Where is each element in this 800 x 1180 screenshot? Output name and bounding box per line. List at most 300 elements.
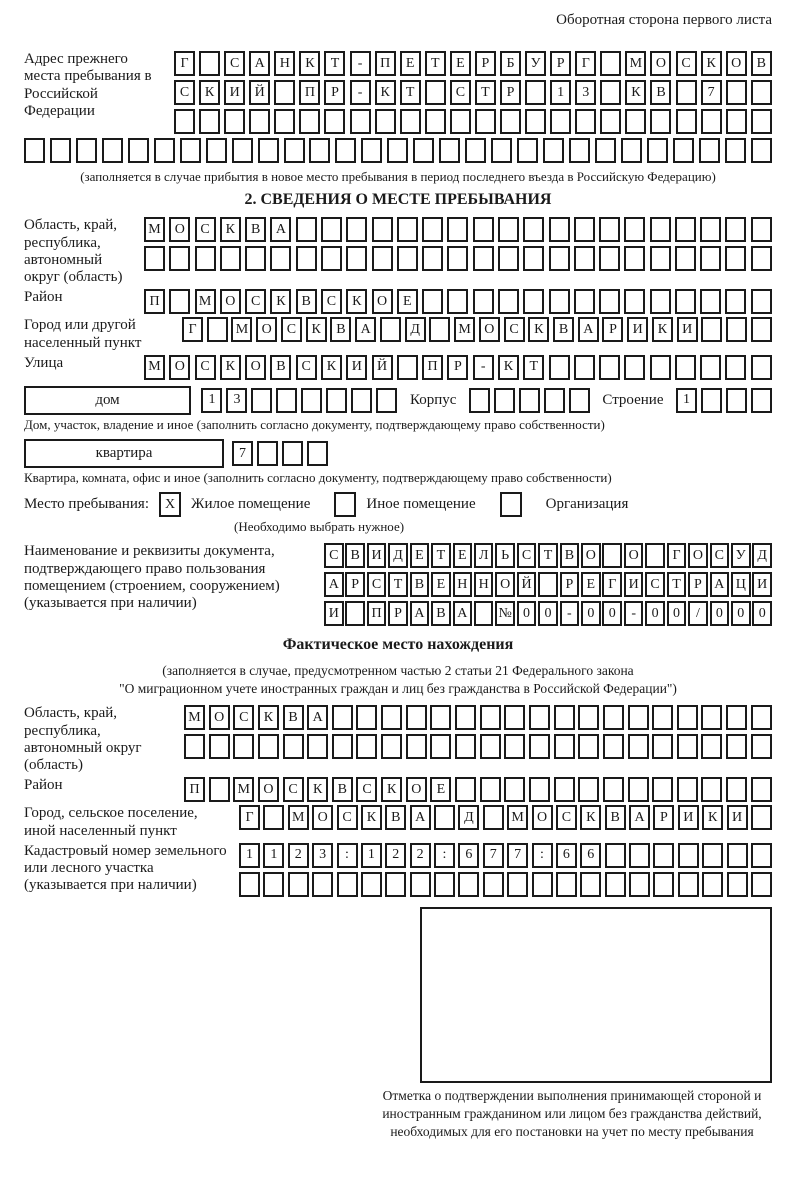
char-cell: 6 [580, 843, 601, 868]
char-cell [519, 388, 540, 413]
district-row [24, 289, 772, 314]
char-cell: К [321, 355, 342, 380]
char-cell [675, 217, 696, 242]
char-cell: : [434, 843, 455, 868]
char-cell [625, 109, 646, 134]
char-cell: К [528, 317, 549, 342]
char-cell: М [144, 355, 165, 380]
char-cell: Е [450, 51, 471, 76]
char-cell [207, 317, 228, 342]
char-cell: А [307, 705, 328, 730]
char-cell [650, 289, 671, 314]
char-cell [507, 872, 528, 897]
char-cell [543, 138, 564, 163]
char-cell [575, 109, 596, 134]
char-cell [676, 80, 697, 105]
char-cell [600, 51, 621, 76]
char-cell [569, 138, 590, 163]
char-cell: Д [388, 543, 408, 568]
char-cell [321, 246, 342, 271]
char-cell [307, 441, 328, 466]
char-cell [434, 872, 455, 897]
char-cell [406, 734, 427, 759]
char-cell: П [367, 601, 387, 626]
char-cell: П [184, 777, 205, 802]
char-cell: С [324, 543, 344, 568]
char-cell: К [220, 217, 241, 242]
char-cell [413, 138, 434, 163]
char-cell: С [283, 777, 304, 802]
char-cell [498, 246, 519, 271]
char-cell [483, 872, 504, 897]
prev-address-label: Адрес прежнего места пребывания в Российской Федерации [24, 51, 152, 119]
char-cell [473, 289, 494, 314]
region-row [24, 217, 772, 286]
char-cell [701, 734, 722, 759]
char-cell: М [184, 705, 205, 730]
char-cell [525, 109, 546, 134]
city-row [24, 317, 772, 352]
char-cell [523, 289, 544, 314]
char-cell [751, 80, 772, 105]
char-cell [326, 388, 347, 413]
char-cell: - [473, 355, 494, 380]
char-cell [504, 734, 525, 759]
char-cell [700, 217, 721, 242]
prev-address-note: (заполняется в случае прибытия в новое место пребывания в период последнего въезда в Российскую Федерацию) [80, 169, 716, 184]
char-cell [180, 138, 201, 163]
char-cell [726, 109, 747, 134]
char-cell: А [324, 572, 344, 597]
city-cells [182, 317, 772, 342]
char-cell [301, 388, 322, 413]
char-cell [725, 246, 746, 271]
char-cell [580, 872, 601, 897]
actual-region-label: Область, край, республика, автономный округ (область) [24, 705, 142, 774]
char-cell: М [231, 317, 252, 342]
char-cell: Т [425, 51, 446, 76]
char-cell: В [345, 543, 365, 568]
char-cell [299, 109, 320, 134]
stroenie-cells [676, 388, 772, 413]
char-cell [725, 355, 746, 380]
char-cell: О [581, 543, 601, 568]
char-cell: Й [372, 355, 393, 380]
char-cell [381, 734, 402, 759]
char-cell: С [337, 805, 358, 830]
char-cell [245, 246, 266, 271]
char-cell [726, 705, 747, 730]
char-cell: И [677, 317, 698, 342]
char-cell [263, 805, 284, 830]
char-cell: С [517, 543, 537, 568]
char-cell: Н [474, 572, 494, 597]
char-cell: В [283, 705, 304, 730]
char-cell [549, 246, 570, 271]
char-cell: И [324, 601, 344, 626]
char-cell [258, 138, 279, 163]
region-cells-row-2 [144, 246, 772, 271]
cadastre-row [24, 843, 772, 897]
char-cell: О [479, 317, 500, 342]
char-cell: С [281, 317, 302, 342]
char-cell: Н [453, 572, 473, 597]
char-cell: Е [430, 777, 451, 802]
char-cell [701, 317, 722, 342]
char-cell [726, 317, 747, 342]
document-cells-row-2 [324, 572, 772, 597]
char-cell: О [258, 777, 279, 802]
char-cell [624, 355, 645, 380]
char-cell [498, 289, 519, 314]
region-cells-row-1 [144, 217, 772, 242]
actual-city-cells [239, 805, 772, 830]
char-cell [422, 217, 443, 242]
char-cell [128, 138, 149, 163]
char-cell: - [624, 601, 644, 626]
char-cell [447, 246, 468, 271]
char-cell: О [650, 51, 671, 76]
char-cell [232, 138, 253, 163]
cadastre-cells-row-1 [239, 843, 772, 868]
char-cell [422, 289, 443, 314]
char-cell [274, 109, 295, 134]
char-cell [372, 217, 393, 242]
char-cell: 1 [201, 388, 222, 413]
char-cell: С [676, 51, 697, 76]
char-cell [751, 138, 772, 163]
char-cell: Р [560, 572, 580, 597]
char-cell: Й [249, 80, 270, 105]
char-cell [726, 777, 747, 802]
option-organization-label: Организация [545, 496, 629, 513]
char-cell: О [245, 355, 266, 380]
char-cell [465, 138, 486, 163]
char-cell: К [258, 705, 279, 730]
char-cell [549, 289, 570, 314]
char-cell: У [525, 51, 546, 76]
char-cell [50, 138, 71, 163]
char-cell: К [701, 51, 722, 76]
char-cell [332, 705, 353, 730]
char-cell [434, 805, 455, 830]
stamp-area [24, 907, 772, 1083]
char-cell [624, 217, 645, 242]
char-cell: М [144, 217, 165, 242]
char-cell: П [144, 289, 165, 314]
char-cell: М [233, 777, 254, 802]
char-cell [628, 705, 649, 730]
char-cell [751, 843, 772, 868]
char-cell [447, 217, 468, 242]
char-cell [554, 705, 575, 730]
region-label: Область, край, республика, автономный округ (область) [24, 217, 123, 285]
section2-title: 2. СВЕДЕНИЯ О МЕСТЕ ПРЕБЫВАНИЯ [244, 191, 552, 209]
actual-city-row [24, 805, 772, 840]
char-cell: С [233, 705, 254, 730]
char-cell: П [299, 80, 320, 105]
char-cell [726, 734, 747, 759]
char-cell: А [355, 317, 376, 342]
char-cell [677, 734, 698, 759]
char-cell [209, 777, 230, 802]
char-cell [751, 246, 772, 271]
char-cell [76, 138, 97, 163]
char-cell: К [381, 777, 402, 802]
char-cell [701, 705, 722, 730]
char-cell [751, 734, 772, 759]
document-cells-row-1 [324, 543, 772, 568]
checkbox-organization [500, 492, 522, 517]
char-cell [206, 138, 227, 163]
char-cell [469, 388, 490, 413]
stamp-box [420, 907, 772, 1083]
checkbox-residential: X [159, 492, 181, 517]
char-cell [574, 217, 595, 242]
char-cell [258, 734, 279, 759]
char-cell [673, 138, 694, 163]
stay-type-note: (Необходимо выбрать нужное) [234, 519, 405, 535]
char-cell: С [195, 217, 216, 242]
char-cell: 0 [752, 601, 772, 626]
char-cell: О [256, 317, 277, 342]
char-cell: А [270, 217, 291, 242]
char-cell: И [752, 572, 772, 597]
char-cell: Т [324, 51, 345, 76]
char-cell [447, 289, 468, 314]
char-cell: Г [239, 805, 260, 830]
char-cell: В [431, 601, 451, 626]
char-cell [455, 777, 476, 802]
char-cell: Д [405, 317, 426, 342]
char-cell: В [650, 80, 671, 105]
char-cell: К [299, 51, 320, 76]
char-cell [473, 246, 494, 271]
char-cell [554, 734, 575, 759]
char-cell: О [372, 289, 393, 314]
char-cell [491, 138, 512, 163]
actual-district-cells [184, 777, 772, 802]
char-cell [599, 289, 620, 314]
char-cell: К [625, 80, 646, 105]
char-cell: - [350, 51, 371, 76]
char-cell: Т [431, 543, 451, 568]
char-cell [600, 109, 621, 134]
char-cell [249, 109, 270, 134]
char-cell: К [306, 317, 327, 342]
apartment-cells [232, 441, 328, 466]
char-cell [376, 388, 397, 413]
korpus-label: Корпус [409, 391, 457, 408]
prev-address-row-1 [174, 51, 772, 76]
char-cell: 1 [239, 843, 260, 868]
char-cell [628, 734, 649, 759]
char-cell: В [553, 317, 574, 342]
char-cell [677, 777, 698, 802]
char-cell [701, 388, 722, 413]
char-cell: С [556, 805, 577, 830]
house-note: Дом, участок, владение и иное (заполнить согласно документу, подтверждающему право собственности) [24, 416, 605, 432]
char-cell [296, 217, 317, 242]
char-cell [726, 388, 747, 413]
char-cell [321, 217, 342, 242]
char-cell [494, 388, 515, 413]
char-cell: 2 [385, 843, 406, 868]
char-cell [283, 734, 304, 759]
apartment-note: Квартира, комната, офис и иное (заполнить согласно документу, подтверждающему право собственности) [24, 470, 612, 485]
char-cell [276, 388, 297, 413]
char-cell [504, 705, 525, 730]
char-cell: 2 [288, 843, 309, 868]
char-cell [595, 138, 616, 163]
char-cell [332, 734, 353, 759]
char-cell: С [224, 51, 245, 76]
char-cell [361, 872, 382, 897]
char-cell [439, 138, 460, 163]
document-label: Наименование и реквизиты документа, подтверждающего право пользования помещением (строением, сооружением) (указывается при наличии) [24, 543, 280, 611]
char-cell [751, 388, 772, 413]
char-cell: В [330, 317, 351, 342]
char-cell: Л [474, 543, 494, 568]
char-cell: 7 [232, 441, 253, 466]
actual-district-label: Район [24, 777, 63, 794]
street-cells [144, 355, 772, 380]
char-cell [727, 843, 748, 868]
char-cell: Т [400, 80, 421, 105]
char-cell [624, 289, 645, 314]
apartment-box: квартира [24, 439, 224, 468]
char-cell [233, 734, 254, 759]
char-cell [549, 217, 570, 242]
char-cell [263, 872, 284, 897]
char-cell [751, 872, 772, 897]
char-cell [346, 217, 367, 242]
char-cell: Р [388, 601, 408, 626]
char-cell [602, 543, 622, 568]
char-cell: В [560, 543, 580, 568]
char-cell [375, 109, 396, 134]
char-cell [529, 734, 550, 759]
char-cell [629, 843, 650, 868]
char-cell [650, 246, 671, 271]
actual-region-cells-row-1 [184, 705, 772, 730]
char-cell: - [350, 80, 371, 105]
char-cell: Р [653, 805, 674, 830]
char-cell: В [332, 777, 353, 802]
char-cell: О [406, 777, 427, 802]
char-cell [523, 217, 544, 242]
char-cell [569, 388, 590, 413]
char-cell [169, 289, 190, 314]
char-cell: И [224, 80, 245, 105]
char-cell [574, 289, 595, 314]
char-cell: 3 [312, 843, 333, 868]
district-label: Район [24, 289, 63, 306]
char-cell: 3 [575, 80, 596, 105]
char-cell [397, 246, 418, 271]
prev-address-row-2 [174, 80, 772, 105]
char-cell [544, 388, 565, 413]
char-cell [380, 317, 401, 342]
char-cell: Г [602, 572, 622, 597]
char-cell: М [288, 805, 309, 830]
char-cell: 6 [556, 843, 577, 868]
char-cell: П [422, 355, 443, 380]
char-cell: Ц [731, 572, 751, 597]
char-cell [483, 805, 504, 830]
char-cell [425, 80, 446, 105]
char-cell [504, 777, 525, 802]
char-cell: Д [752, 543, 772, 568]
char-cell [406, 705, 427, 730]
char-cell [650, 217, 671, 242]
actual-region-cells-row-2 [184, 734, 772, 759]
char-cell [653, 872, 674, 897]
char-cell: 7 [483, 843, 504, 868]
street-label: Улица [24, 354, 64, 371]
char-cell: Е [431, 572, 451, 597]
char-cell [578, 705, 599, 730]
char-cell [751, 289, 772, 314]
apartment-row [24, 439, 772, 468]
actual-location-subtitle-1: (заполняется в случае, предусмотренном частью 2 статьи 21 Федерального закона [162, 663, 634, 679]
char-cell [356, 705, 377, 730]
char-cell [169, 246, 190, 271]
char-cell [455, 734, 476, 759]
char-cell: Б [500, 51, 521, 76]
prev-address-row-4 [24, 138, 772, 163]
char-cell: Г [182, 317, 203, 342]
char-cell [154, 138, 175, 163]
char-cell [556, 872, 577, 897]
char-cell: О [312, 805, 333, 830]
char-cell: С [710, 543, 730, 568]
char-cell [523, 246, 544, 271]
char-cell: О [532, 805, 553, 830]
char-cell [284, 138, 305, 163]
char-cell: А [410, 805, 431, 830]
char-cell: Р [447, 355, 468, 380]
char-cell: 0 [602, 601, 622, 626]
char-cell [650, 109, 671, 134]
char-cell: 1 [676, 388, 697, 413]
char-cell [475, 109, 496, 134]
char-cell: А [629, 805, 650, 830]
char-cell [603, 734, 624, 759]
char-cell: Д [458, 805, 479, 830]
char-cell: О [495, 572, 515, 597]
char-cell [645, 543, 665, 568]
char-cell: В [245, 217, 266, 242]
char-cell [605, 872, 626, 897]
document-cells-row-3 [324, 601, 772, 626]
char-cell: М [195, 289, 216, 314]
char-cell: 0 [538, 601, 558, 626]
char-cell: Т [523, 355, 544, 380]
char-cell [599, 217, 620, 242]
char-cell [480, 734, 501, 759]
actual-location-subtitle-2: "О миграционном учете иностранных граждан и лиц без гражданства в Российской Федерации") [119, 680, 677, 696]
char-cell [174, 109, 195, 134]
char-cell [372, 246, 393, 271]
char-cell: К [702, 805, 723, 830]
char-cell [549, 355, 570, 380]
char-cell [324, 109, 345, 134]
char-cell [274, 80, 295, 105]
char-cell: У [731, 543, 751, 568]
cadastre-label: Кадастровый номер земельного или лесного участка (указывается при наличии) [24, 842, 227, 894]
char-cell: С [645, 572, 665, 597]
